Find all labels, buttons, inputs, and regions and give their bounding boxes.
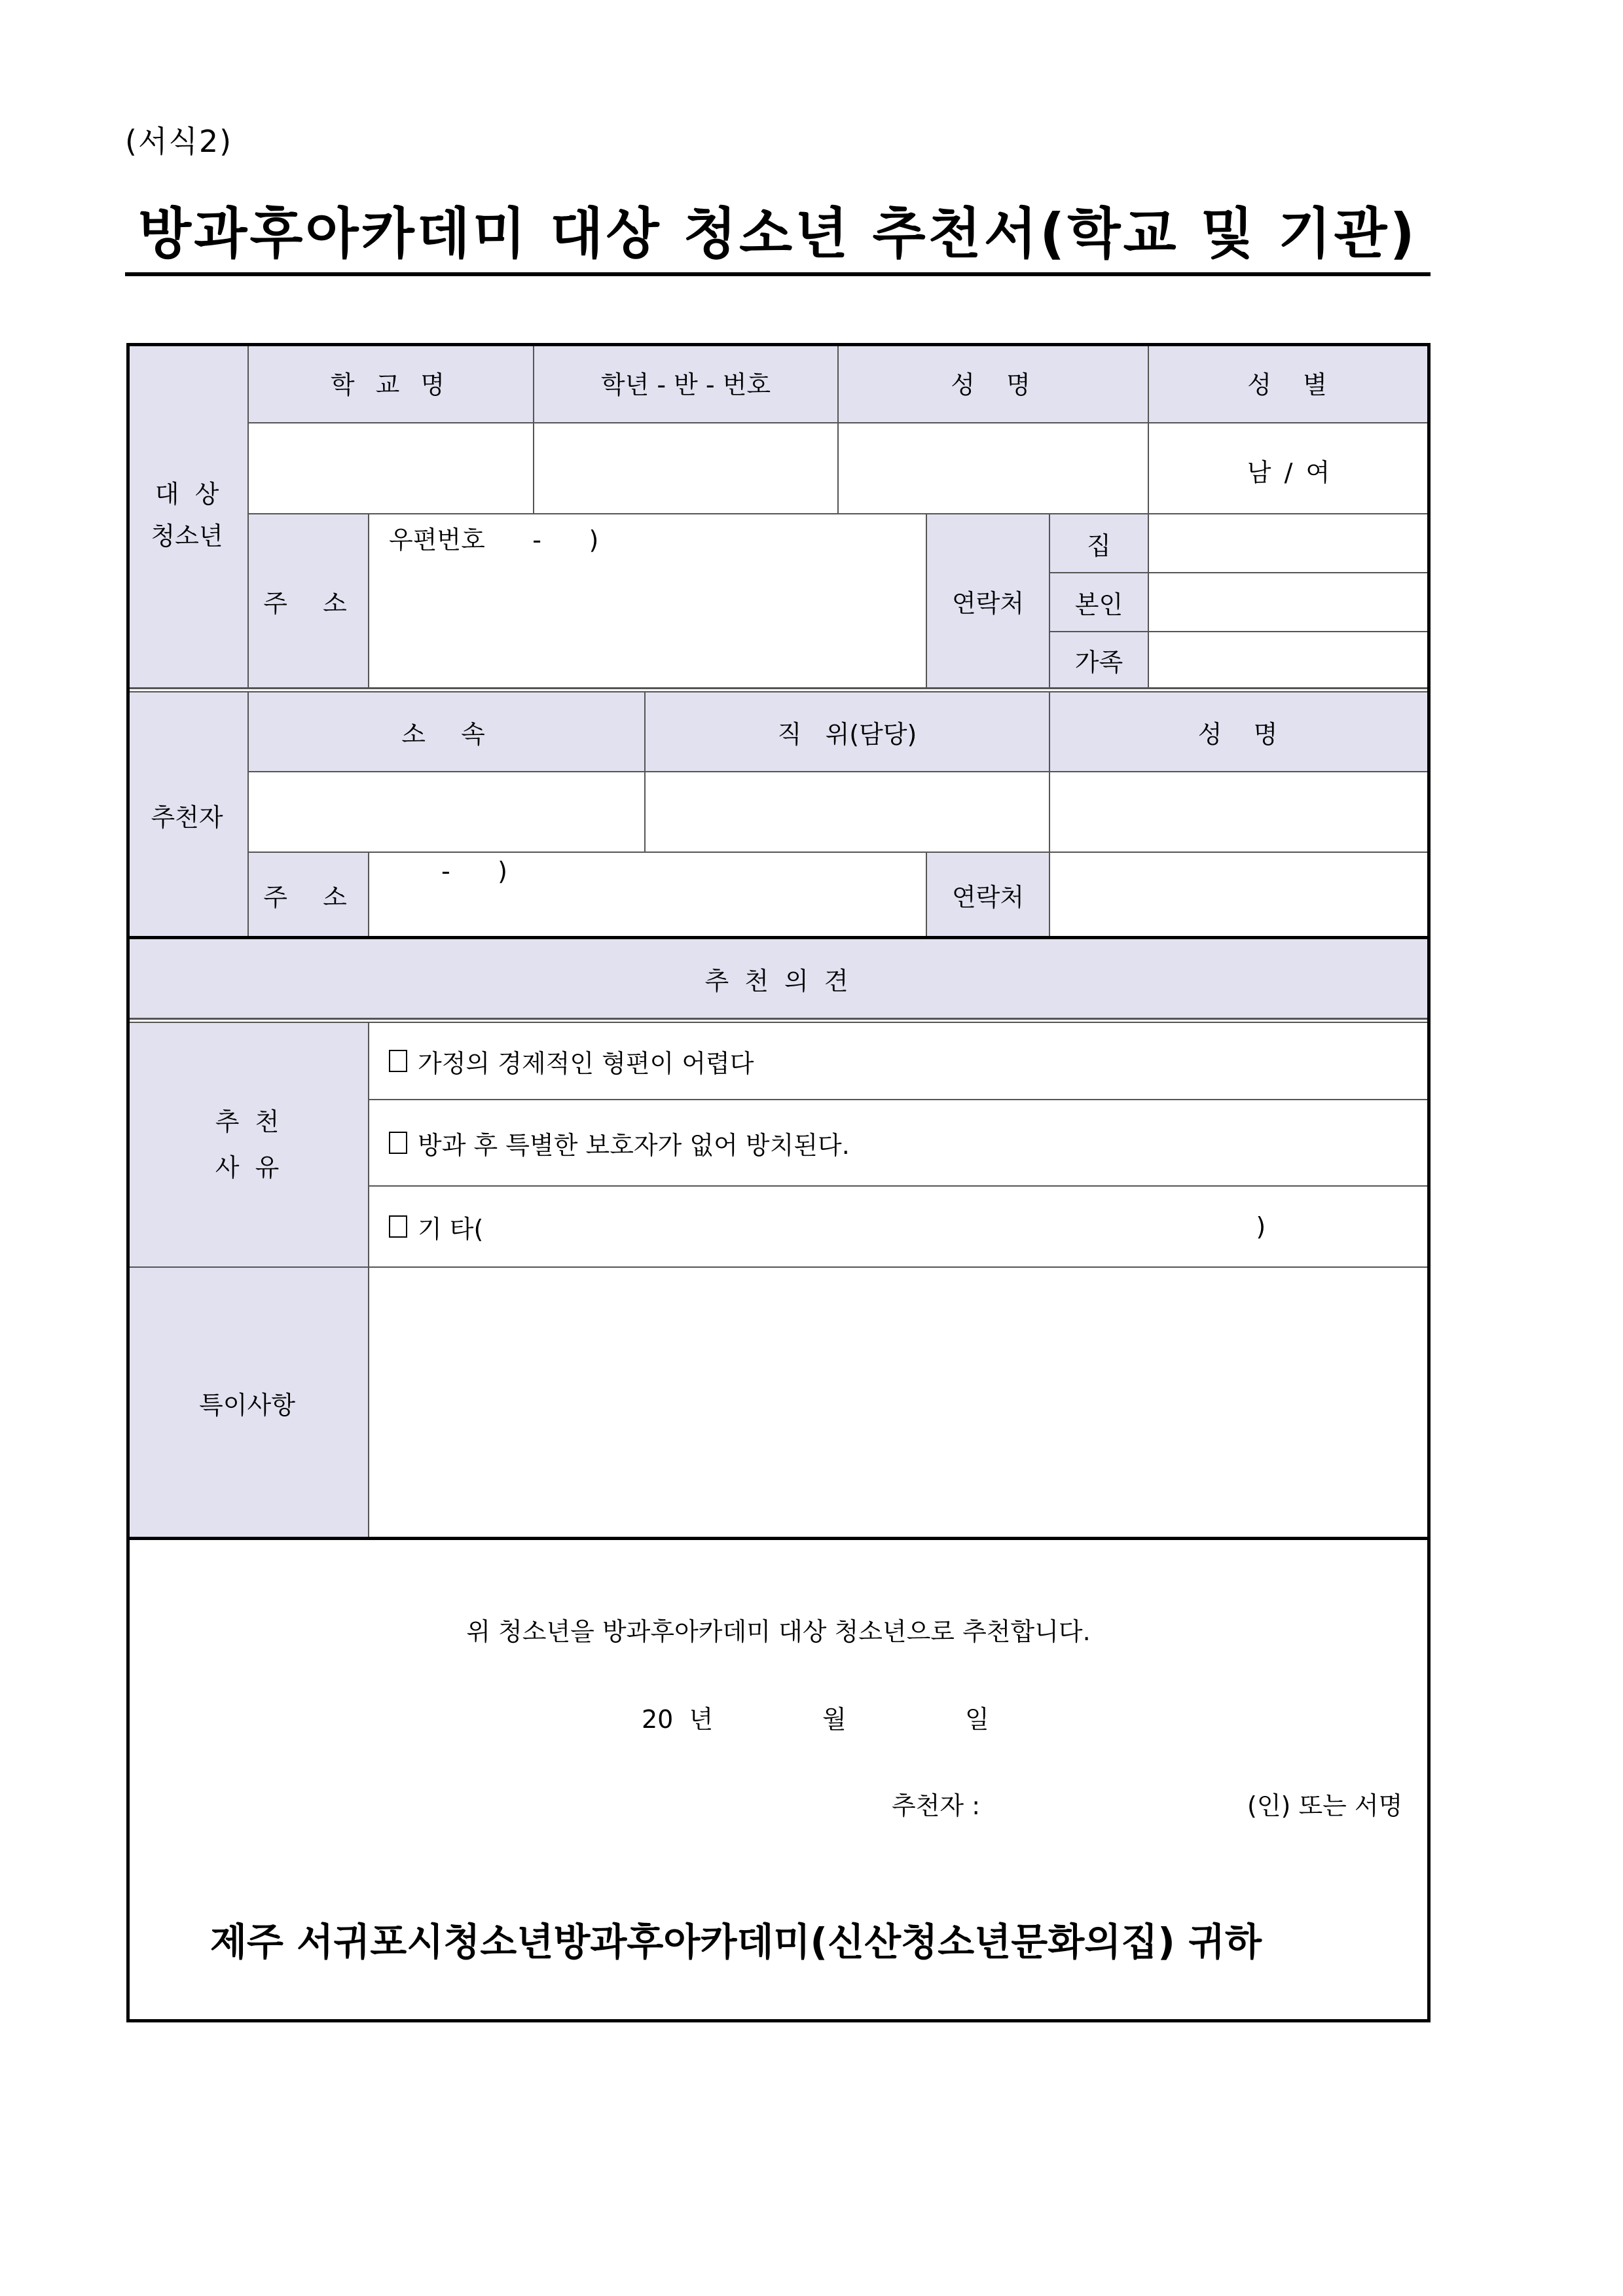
contact-self-text: 본인	[1074, 590, 1123, 619]
recommendation-statement: 위 청소년을 방과후아카데미 대상 청소년으로 추천합니다.	[466, 1617, 1091, 1646]
form-table-border	[126, 343, 1431, 2022]
reason-label-line1: 추 천	[215, 1107, 280, 1136]
reason-neglect-text: 방과 후 특별한 보호자가 없어 방치된다.	[418, 1130, 850, 1160]
recommender-postal-code: - )	[441, 857, 508, 886]
youth-label-line1: 대 상	[155, 480, 219, 509]
header-affiliation-label: 소 속	[401, 719, 492, 749]
youth-label-line2: 청소년	[151, 522, 223, 550]
header-position-label: 직 위(담당)	[777, 719, 917, 749]
addressee: 제주 서귀포시청소년방과후아카데미(신산청소년문화의집) 귀하	[210, 1920, 1262, 1964]
contact-home-text: 집	[1087, 531, 1111, 560]
youth-contact-label-text: 연락처	[951, 588, 1025, 618]
header-gender-label: 성 별	[1247, 370, 1332, 399]
header-name-label: 성 명	[951, 370, 1036, 399]
reason-other-text: 기 타(	[418, 1214, 484, 1244]
form-number: (서식2)	[125, 124, 233, 159]
youth-postal-code: 우편번호 - )	[389, 526, 599, 554]
signature-suffix: (인) 또는 서명	[1247, 1791, 1403, 1820]
reason-economic-text: 가정의 경제적인 형편이 어렵다	[418, 1049, 754, 1078]
date-year: 20 년	[642, 1705, 714, 1734]
contact-family-text: 가족	[1074, 647, 1123, 677]
title-underline	[125, 272, 1431, 276]
recommender-label-text: 추천자	[151, 802, 223, 832]
page-title: 방과후아카데미 대상 청소년 추천서(학교 및 기관)	[138, 202, 1417, 266]
recommender-address-label-text: 주 소	[263, 883, 354, 912]
header-grade-label: 학년 - 반 - 번호	[600, 370, 771, 399]
recommender-contact-label-text: 연락처	[951, 883, 1025, 912]
opinion-header-text: 추 천 의 견	[704, 966, 852, 996]
gender-value: 남 / 여	[1247, 458, 1333, 487]
header-school-label: 학 교 명	[330, 370, 452, 399]
notes-label-text: 특이사항	[199, 1390, 295, 1420]
date-day: 일	[965, 1705, 989, 1734]
signer-label: 추천자 :	[892, 1791, 981, 1820]
reason-label-line2: 사 유	[215, 1153, 280, 1182]
youth-address-label-text: 주 소	[263, 588, 354, 618]
reason-other-close: )	[1256, 1212, 1266, 1241]
header-recommender-name-label: 성 명	[1197, 719, 1283, 749]
date-month: 월	[822, 1705, 847, 1734]
